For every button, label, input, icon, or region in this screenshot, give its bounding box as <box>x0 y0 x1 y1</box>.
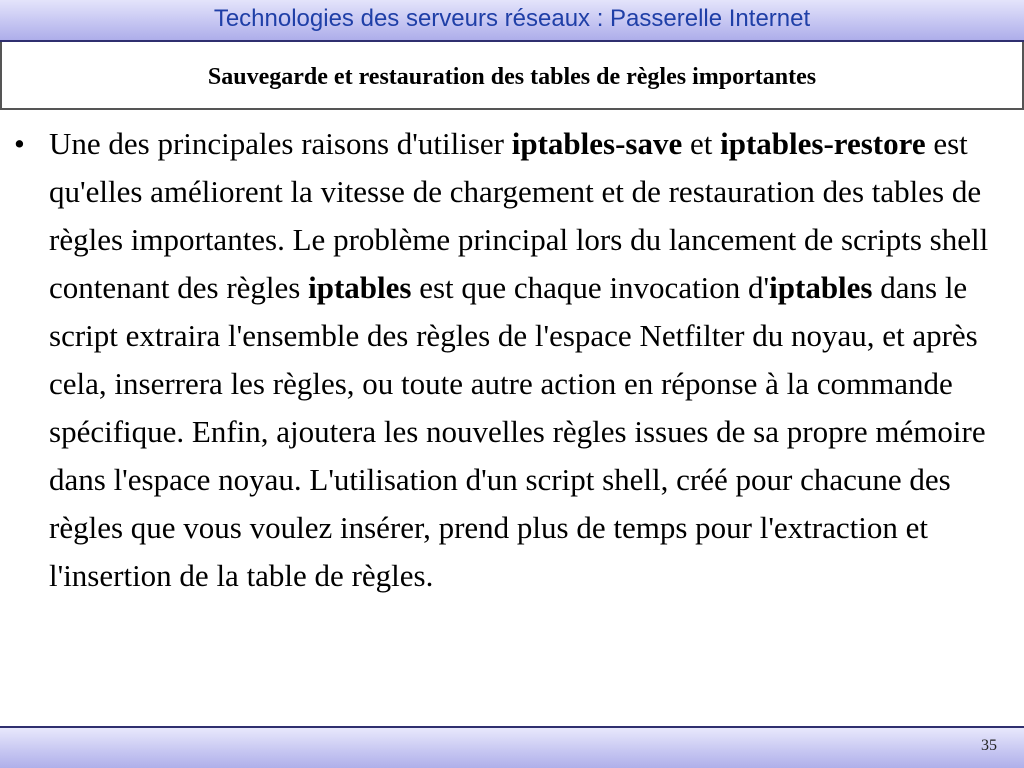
paragraph-text: et <box>682 126 721 161</box>
command-iptables: iptables <box>769 270 873 305</box>
command-iptables-save: iptables-save <box>511 126 683 161</box>
title-banner <box>0 0 1024 42</box>
paragraph-text: Une des principales raisons d'utiliser <box>49 126 512 161</box>
paragraph-text: est que chaque invocation d' <box>411 270 770 305</box>
slide-content <box>0 120 1024 725</box>
bullet-icon: • <box>14 126 25 161</box>
paragraph-text: dans le script extraira l'ensemble des règles de l'espace Netfilter du noyau, et après cela, inserrera les règles, ou toute autre action en réponse à la commande spécifique. Enfin, ajoutera les nouvelles règles issues de sa propre mémoire dans l'espace noyau. L'utilisation d'un script shell, créé pour chacune des règles que vous voulez insérer, prend plus de temps pour l'extraction et l'insertion de la table de règles. <box>49 270 986 593</box>
footer-bar <box>0 726 1024 768</box>
command-iptables: iptables <box>308 270 412 305</box>
slide-subtitle: Sauvegarde et restauration des tables de règles importantes <box>207 64 817 90</box>
paragraph-text: est qu'elles améliorent la vitesse de chargement et de restauration des tables de règles importantes. Le problème principal lors du lancement de scripts shell contenant des règles <box>49 126 989 305</box>
subtitle-box <box>0 42 1024 110</box>
slide-title: Technologies des serveurs réseaux : Passerelle Internet <box>213 5 811 32</box>
page-number: 35 <box>981 737 997 754</box>
bullet-item <box>0 120 1024 600</box>
command-iptables-restore: iptables-restore <box>720 126 926 161</box>
